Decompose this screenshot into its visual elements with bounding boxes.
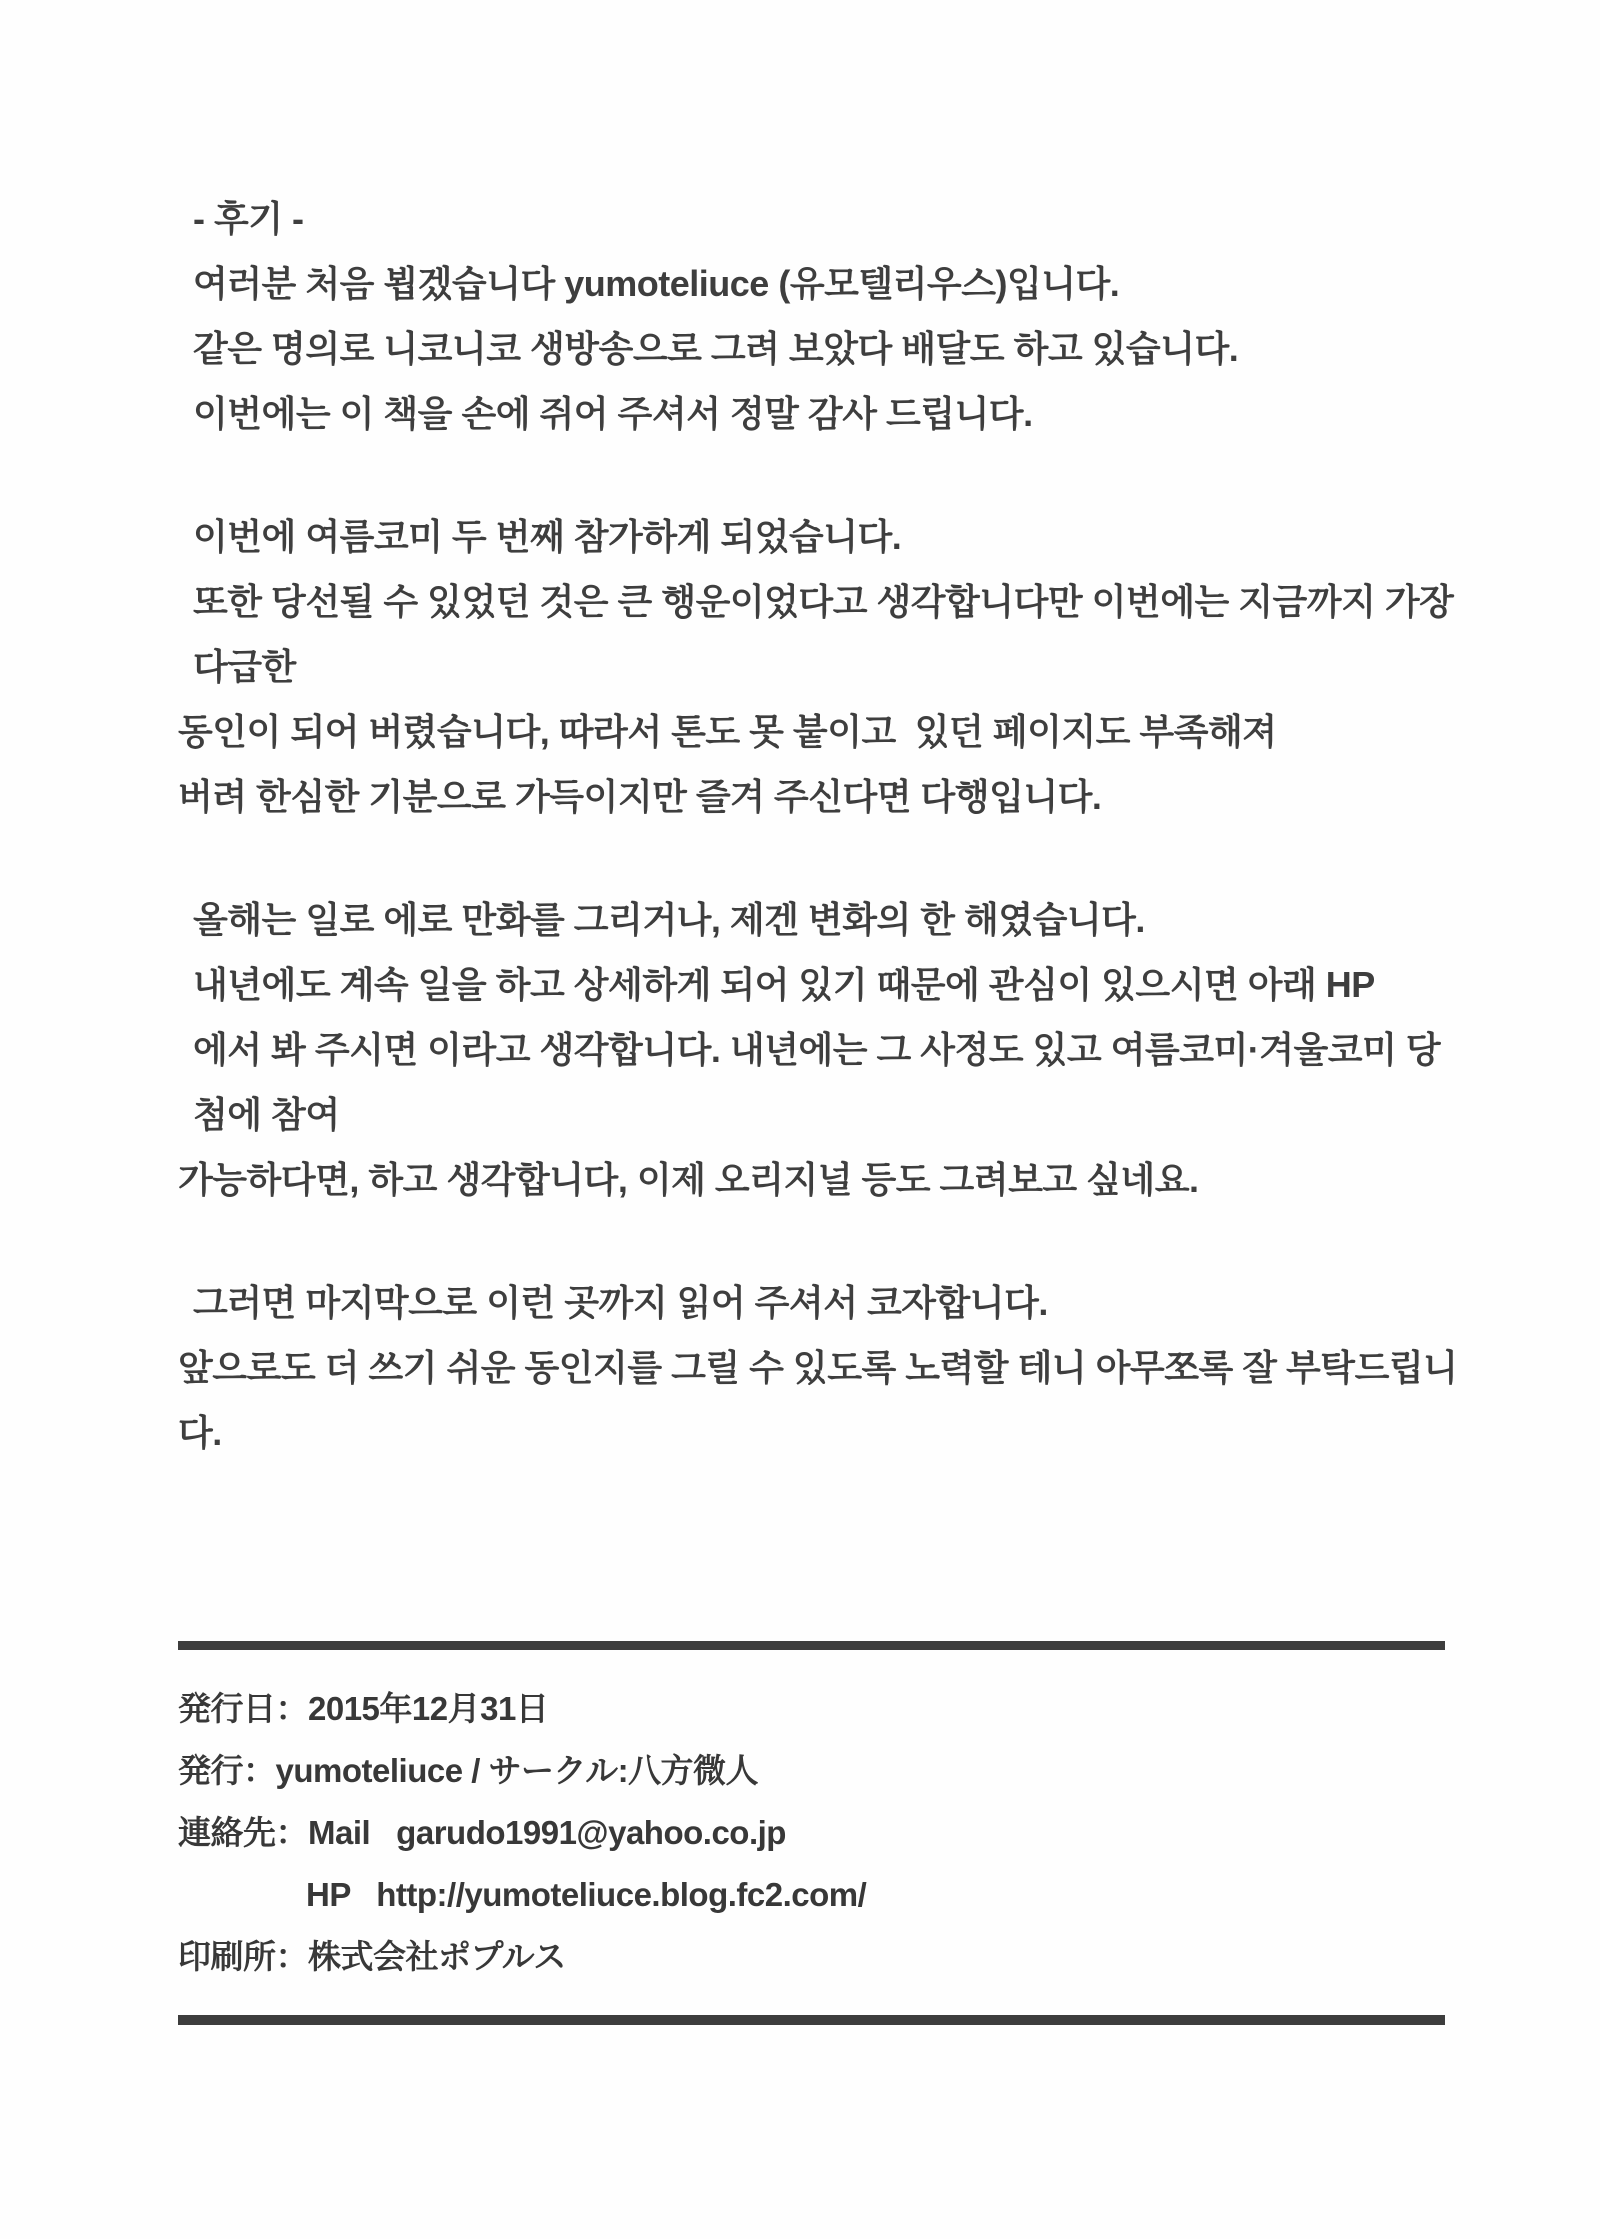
text-line: 또한 당선될 수 있었던 것은 큰 행운이었다고 생각합니다만 이번에는 지금까지 가장 다급한 [193, 581, 1463, 687]
printer-line: 印刷所：株式会社ポプルス [178, 1938, 566, 1975]
publish-date-line: 発行日：2015年12月31日 [178, 1690, 549, 1727]
text-line: 그러면 마지막으로 이런 곳까지 읽어 주셔서 코자합니다. [193, 1282, 1048, 1323]
afterword-paragraph [178, 887, 1468, 1212]
text-line: 내년에도 계속 일을 하고 상세하게 되어 있기 때문에 관심이 있으시면 아래 HP [193, 964, 1375, 1005]
contact-hp-line: HP http://yumoteliuce.blog.fc2.com/ [306, 1876, 867, 1913]
colophon-bottom-divider [178, 2015, 1445, 2025]
afterword-paragraph [178, 504, 1468, 829]
text-line: 앞으로도 더 쓰기 쉬운 동인지를 그릴 수 있도록 노력할 테니 아무쪼록 잘 부탁드립니다. [178, 1347, 1458, 1453]
afterword-body [178, 186, 1468, 1523]
afterword-intro-paragraph [178, 186, 1468, 446]
text-line: 버려 한심한 기분으로 가득이지만 즐겨 주신다면 다행입니다. [178, 776, 1102, 817]
colophon [178, 1678, 1468, 1988]
text-line: 가능하다면, 하고 생각합니다, 이제 오리지널 등도 그려보고 싶네요. [178, 1159, 1199, 1200]
colophon-top-divider [178, 1641, 1445, 1650]
text-line: 같은 명의로 니코니코 생방송으로 그려 보았다 배달도 하고 있습니다. [193, 328, 1239, 369]
text-line: 동인이 되어 버렸습니다, 따라서 톤도 못 붙이고 있던 페이지도 부족해져 [178, 711, 1277, 752]
afterword-closing-paragraph [178, 1270, 1468, 1465]
text-line: 여러분 처음 뵙겠습니다 yumoteliuce (유모텔리우스)입니다. [193, 263, 1120, 304]
contact-mail-line: 連絡先：Mail garudo1991@yahoo.co.jp [178, 1814, 786, 1851]
text-line: 에서 봐 주시면 이라고 생각합니다. 내년에는 그 사정도 있고 여름코미·겨울코미 당첨에 참여 [193, 1029, 1441, 1135]
publisher-line: 発行：yumoteliuce / サークル:八方微人 [178, 1752, 759, 1789]
text-line: 올해는 일로 에로 만화를 그리거나, 제겐 변화의 한 해였습니다. [193, 899, 1145, 940]
afterword-title: - 후기 - [193, 198, 304, 239]
text-line: 이번에는 이 책을 손에 쥐어 주셔서 정말 감사 드립니다. [193, 393, 1033, 434]
text-line: 이번에 여름코미 두 번째 참가하게 되었습니다. [193, 516, 902, 557]
